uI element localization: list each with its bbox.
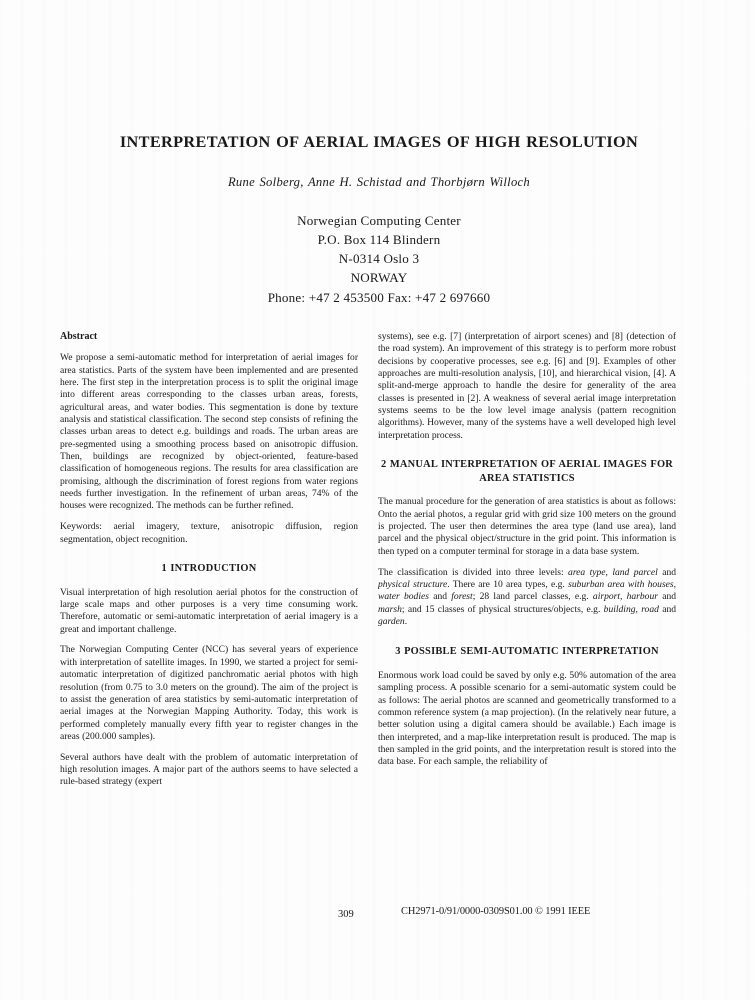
page-title: INTERPRETATION OF AERIAL IMAGES OF HIGH RESOLUTION — [119, 132, 639, 151]
classification-level-3: physical structure — [378, 578, 448, 590]
classification-example-2: forest — [451, 591, 473, 603]
intro-paragraph-2: The Norwegian Computing Center (NCC) has several years of experience with interpretation of satellite images. In 1990, we started a project for semi-automatic interpretation of digitized panchromatic aerial photos with high resolution (from 0.75 to 3.0 meters on the ground). The aim of the project is to assist the generation of area statistics by semi-automatic interpretation of aerial images at the Norwegian Mapping Authority. Today, this work is performed completely manually every fifth year to register changes in the areas (200.000 samples). — [60, 644, 358, 742]
classification-mid-5: ; and 15 classes of physical structures/objects, e.g. — [401, 603, 604, 615]
page-number: 309 — [338, 909, 354, 920]
classification-mid-2: and — [428, 591, 452, 603]
classification-mid-1: . There are 10 area types, e.g. — [447, 578, 569, 590]
abstract-heading: Abstract — [60, 331, 98, 342]
paper-content — [60, 0, 698, 1000]
classification-levels-paragraph — [378, 567, 676, 629]
page-footer — [60, 906, 698, 930]
classification-sep-1: , — [605, 566, 613, 578]
classification-mid-4: and — [657, 591, 676, 603]
semi-automatic-paragraph: Enormous work load could be saved by only e.g. 50% automation of the area sampling process. A possible scenario for a semi-automatic system could be as follows: The aerial photos are scanned and geometrically transformed to a common reference system (a map projection). (In the relatively near future, a better solution using a digital camera should be available.) Each image is then interpreted, and a map-like interpretation result is produced. The map is then sampled in the grid points, and the interpretation result is stored into the data base. For each sample, the reliability of — [378, 669, 676, 768]
affiliation-organization: Norwegian Computing Center — [297, 212, 461, 228]
classification-sep-2: and — [657, 566, 676, 578]
affiliation-address: P.O. Box 114 Blindern — [317, 231, 441, 247]
intro-paragraph-1: Visual interpretation of high resolution aerial photos for the construction of large scale maps and other purposes is a very time consuming work. Therefore, automatic or semi-automatic interpretation of aerial imagery is a great and important challenge. — [60, 586, 358, 635]
affiliation-contact: Phone: +47 2 453500 Fax: +47 2 697660 — [267, 289, 491, 305]
body-columns — [60, 331, 698, 896]
classification-level-2: land parcel — [612, 566, 658, 578]
intro-paragraph-3: Several authors have dealt with the problem of automatic interpretation of high resolution images. A major part of the authors seems to have selected a rule-based strategy (expert — [60, 751, 358, 788]
section-heading-manual-interpretation: 2 MANUAL INTERPRETATION OF AERIAL IMAGES FOR AREA STATISTICS — [380, 459, 674, 484]
classification-mid-6: and — [658, 603, 676, 615]
classification-example-4: marsh — [378, 603, 402, 615]
title-block — [60, 0, 698, 307]
section-heading-introduction: 1 INTRODUCTION — [161, 563, 257, 574]
intro-continuation-paragraph: systems), see e.g. [7] (interpretation of airport scenes) and [8] (detection of the road system). An improvement of this strategy is to perform more robust decisions by cooperative processes, see e.g. [6] and [9]. Examples of other approaches are multi-resolution analysis, [10], and hierarchical vision, [4]. A split-and-merge approach to handle the desire for generality of the area classes is presented in [2]. A weakness of several aerial image interpretation systems seems to be the low level image analysis (pattern recognition algorithms). However, many of the systems have a well developed high level interpretation process. — [378, 331, 676, 441]
classification-example-1: suburban area with houses, water bodies — [378, 578, 676, 603]
classification-tail: . — [404, 615, 408, 627]
affiliation-postal-city: N-0314 Oslo 3 — [338, 251, 420, 267]
manual-procedure-paragraph: The manual procedure for the generation of area statistics is about as follows: Onto the aerial photos, a regular grid with grid size 100 meters on the ground is projected. The user then determines the area type (land use area), land parcel and the physical object/structure in the grid point. This information is then typed on a computer terminal for storage in a data base system. — [378, 496, 676, 557]
classification-example-3: airport, harbour — [592, 591, 658, 603]
classification-example-5: building, road — [603, 603, 659, 615]
classification-example-6: garden — [378, 615, 405, 627]
classification-mid-3: ; 28 land parcel classes, e.g. — [472, 591, 593, 603]
classification-lead: The classification is divided into three levels: — [378, 566, 569, 578]
affiliation-country: NORWAY — [350, 270, 408, 286]
keywords-line: Keywords: aerial imagery, texture, anisotropic diffusion, region segmentation, object recognition. — [60, 521, 358, 545]
copyright-notice: CH2971-0/91/0000-0309S01.00 © 1991 IEEE — [401, 906, 591, 917]
right-column — [378, 331, 676, 896]
left-column — [60, 331, 358, 896]
classification-level-1: area type — [568, 566, 606, 578]
section-heading-possible-semi-automatic: 3 POSSIBLE SEMI-AUTOMATIC INTERPRETATION — [395, 646, 659, 658]
abstract-text: We propose a semi-automatic method for interpretation of aerial images for area statistics. Parts of the system have been implemented and are presented here. The first step in the interpretation process is to split the original image into different areas corresponding to the classes urban areas, forests, agricultural areas, and water bodies. This segmentation is done by texture analysis and statistical classification. The second step consists of refining the classes urban areas to detect e.g. buildings and roads. The urban areas are pre-segmented using a smoothing process based on anisotropic diffusion. Then, buildings are recognized by object-oriented, feature-based classification of homogeneous regions. The results for area classification are promising, although the discrimination of forest regions from water regions needs further investigation. In the refinement of urban areas, 74% of the houses were recognized. The methods can be further refined. — [60, 352, 358, 512]
author-list: Rune Solberg, Anne H. Schistad and Thorbjørn Willoch — [227, 174, 531, 189]
affiliation-block — [60, 211, 698, 307]
